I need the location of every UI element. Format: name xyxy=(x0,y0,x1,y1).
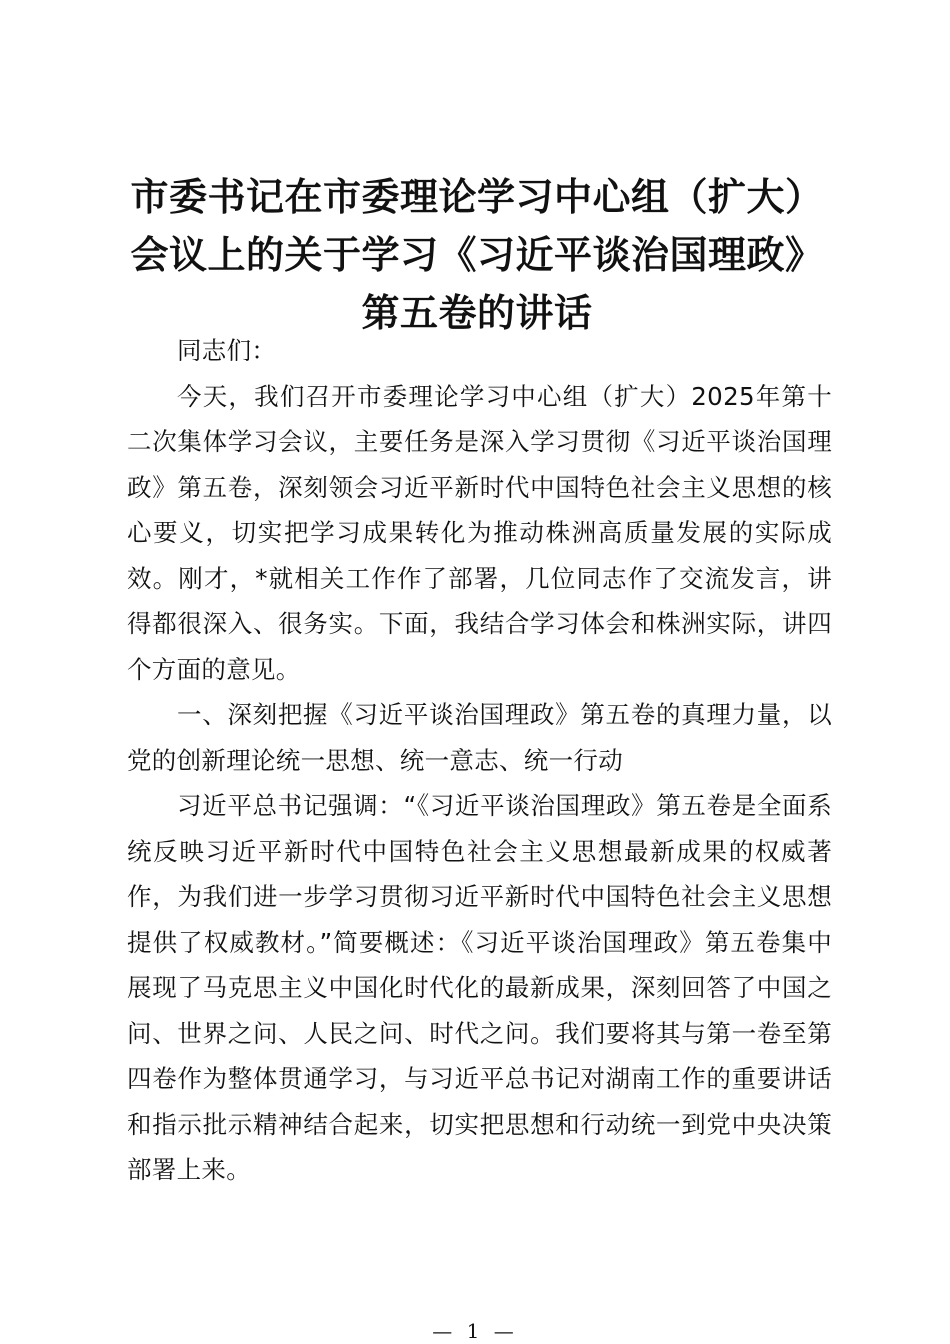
page-number: — 1 — xyxy=(432,1319,518,1343)
document-title: 市委书记在市委理论学习中心组（扩大）会议上的关于学习《习近平谈治国理政》第五卷的讲话 xyxy=(130,175,824,335)
section-heading-1: 一、深刻把握《习近平谈治国理政》第五卷的真理力量，以党的创新理论统一思想、统一意志、统一行动 xyxy=(127,700,832,775)
paragraph-intro: 今天，我们召开市委理论学习中心组（扩大）2025年第十二次集体学习会议，主要任务是深入学习贯彻《习近平谈治国理政》第五卷，深刻领会习近平新时代中国特色社会主义思想的核心要义，切实把学习成果转化为推动株洲高质量发展的实际成效。刚才，*就相关工作作了部署，几位同志作了交流发言，讲得都很深入、很务实。下面，我结合学习体会和株洲实际，讲四个方面的意见。 xyxy=(127,381,832,684)
document-body xyxy=(127,328,832,1193)
paragraph-section-1: 习近平总书记强调：“《习近平谈治国理政》第五卷是全面系统反映习近平新时代中国特色社会主义思想最新成果的权威著作，为我们进一步学习贯彻习近平新时代中国特色社会主义思想提供了权威教材。”简要概述：《习近平谈治国理政》第五卷集中展现了马克思主义中国化时代化的最新成果，深刻回答了中国之问、世界之问、人民之问、时代之问。我们要将其与第一卷至第四卷作为整体贯通学习，与习近平总书记对湖南工作的重要讲话和指示批示精神结合起来，切实把思想和行动统一到党中央决策部署上来。 xyxy=(127,791,832,1184)
salutation: 同志们： xyxy=(177,336,277,365)
